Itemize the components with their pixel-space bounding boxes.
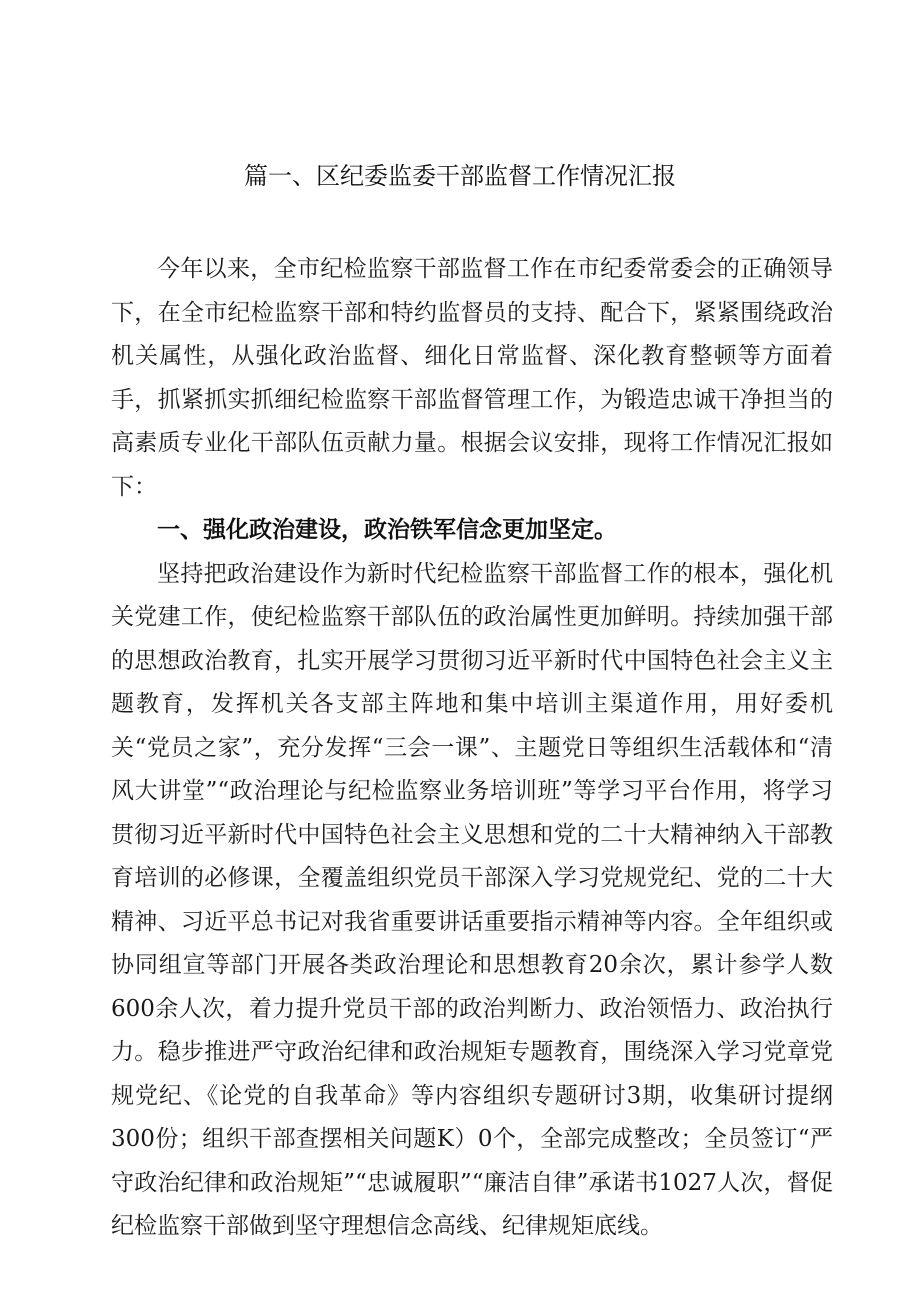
paragraph-section-1: 坚持把政治建设作为新时代纪检监察干部监督工作的根本，强化机关党建工作，使纪检监察干部队伍的政治属性更加鲜明。持续加强干部的思想政治教育，扎实开展学习贯彻习近平新时代中国特色社会主义主题教育，发挥机关各支部主阵地和集中培训主渠道作用，用好委机关“党员之家”，充分发挥“三会一课”、主题党日等组织生活载体和“清风大讲堂”“政治理论与纪检监察业务培训班”等学习平台作用，将学习贯彻习近平新时代中国特色社会主义思想和党的二十大精神纳入干部教育培训的必修课，全覆盖组织党员干部深入学习党规党纪、党的二十大精神、习近平总书记对我省重要讲话重要指示精神等内容。全年组织或协同组宣等部门开展各类政治理论和思想教育20余次，累计参学人数600余人次，着力提升党员干部的政治判断力、政治领悟力、政治执行力。稳步推进严守政治纪律和政治规矩专题教育，围绕深入学习党章党规党纪、《论党的自我革命》等内容组织专题研讨3期，收集研讨提纲300份；组织干部查摆相关问题K）0个，全部完成整改；全员签订“严守政治纪律和政治规矩”“忠诚履职”“廉洁自律”承诺书1027人次，督促纪检监察干部做到坚守理想信念高线、纪律规矩底线。 — [111, 560, 833, 1239]
document-title: 篇一、区纪委监委干部监督工作情况汇报 — [244, 162, 676, 190]
section-heading-1: 一、强化政治建设，政治铁军信念更加坚定。 — [157, 517, 617, 543]
paragraph-intro: 今年以来，全市纪检监察干部监督工作在市纪委常委会的正确领导下，在全市纪检监察干部和特约监督员的支持、配合下，紧紧围绕政治机关属性，从强化政治监督、细化日常监督、深化教育整顿等方面着手，抓紧抓实抓细纪检监察干部监督管理工作，为锻造忠诚干净担当的高素质专业化干部队伍贡献力量。根据会议安排，现将工作情况汇报如下： — [111, 256, 833, 500]
document-body — [111, 248, 833, 1249]
